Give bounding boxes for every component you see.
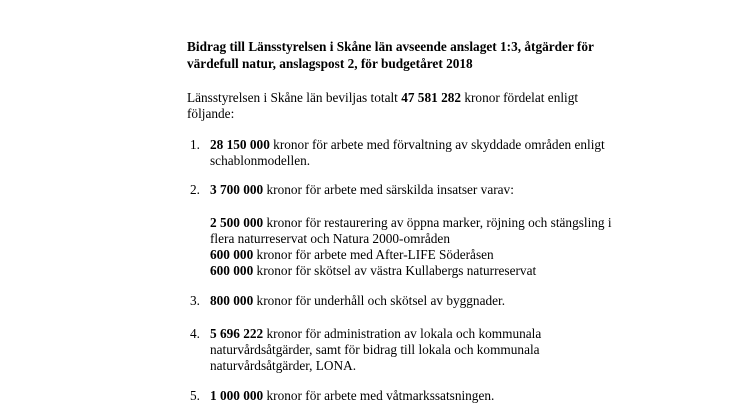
list-item-number: 5. [190,388,200,403]
title-line-1: Bidrag till Länsstyrelsen i Skåne län avseende anslaget 1:3, åtgärder för [187,39,594,54]
sub-item-line [210,263,612,279]
list-item-amount: 3 700 000 [210,182,264,197]
list-item-text: kronor för underhåll och skötsel av byggnader. [253,293,506,308]
intro-total-amount: 47 581 282 [401,90,462,105]
list-item-body [210,293,505,309]
list-item-text: kronor för arbete med förvaltning av skyddade områden enligt [269,137,605,152]
sub-item-amount: 2 500 000 [210,215,264,230]
list-item-line: naturvårdsåtgärder, samt för bidrag till lokala och kommunala [210,342,540,357]
list-item-line: schablonmodellen. [210,153,311,168]
sub-list [210,215,612,279]
intro-paragraph [187,90,578,122]
list-item-amount: 28 150 000 [210,137,270,152]
sub-item-amount: 600 000 [210,263,254,278]
list-item-text: kronor för arbete med särskilda insatser varav: [263,182,514,197]
sub-item-text: kronor för skötsel av västra Kullabergs naturreservat [253,263,537,278]
list-item-amount: 800 000 [210,293,254,308]
intro-prefix: Länsstyrelsen i Skåne län beviljas totalt [187,90,402,105]
sub-item-line [210,215,612,231]
list-item-amount: 5 696 222 [210,326,264,341]
list-item-number: 1. [190,137,200,152]
list-item-line: naturvårdsåtgärder, LONA. [210,358,357,373]
list-item-text: kronor för arbete med våtmarkssatsningen. [263,388,495,403]
list-item-line [210,388,494,404]
list-item-number: 3. [190,293,200,308]
sub-item-line: flera naturreservat och Natura 2000-områden [210,231,450,246]
list-item-amount: 1 000 000 [210,388,264,403]
sub-item-text: kronor för arbete med After-LIFE Söderåsen [253,247,494,262]
intro-line-2: följande: [187,106,235,121]
list-item-body [210,326,541,374]
list-item-text: kronor för administration av lokala och kommunala [263,326,542,341]
intro-suffix: kronor fördelat enligt [461,90,579,105]
list-item-number: 2. [190,182,200,197]
list-item-body [210,182,514,198]
list-item-line [210,137,605,153]
intro-line-1 [187,90,578,106]
list-item-number: 4. [190,326,200,341]
list-item-body [210,388,494,404]
sub-item-line [210,247,612,263]
list-item-line [210,326,541,342]
sub-item-text: kronor för restaurering av öppna marker, röjning och stängsling i [263,215,612,230]
list-item-body [210,137,605,169]
list-item-line [210,293,505,309]
title-line-2: värdefull natur, anslagspost 2, för budgetåret 2018 [187,56,473,71]
list-item-line [210,182,514,198]
document-title [187,38,594,72]
sub-item-amount: 600 000 [210,247,254,262]
